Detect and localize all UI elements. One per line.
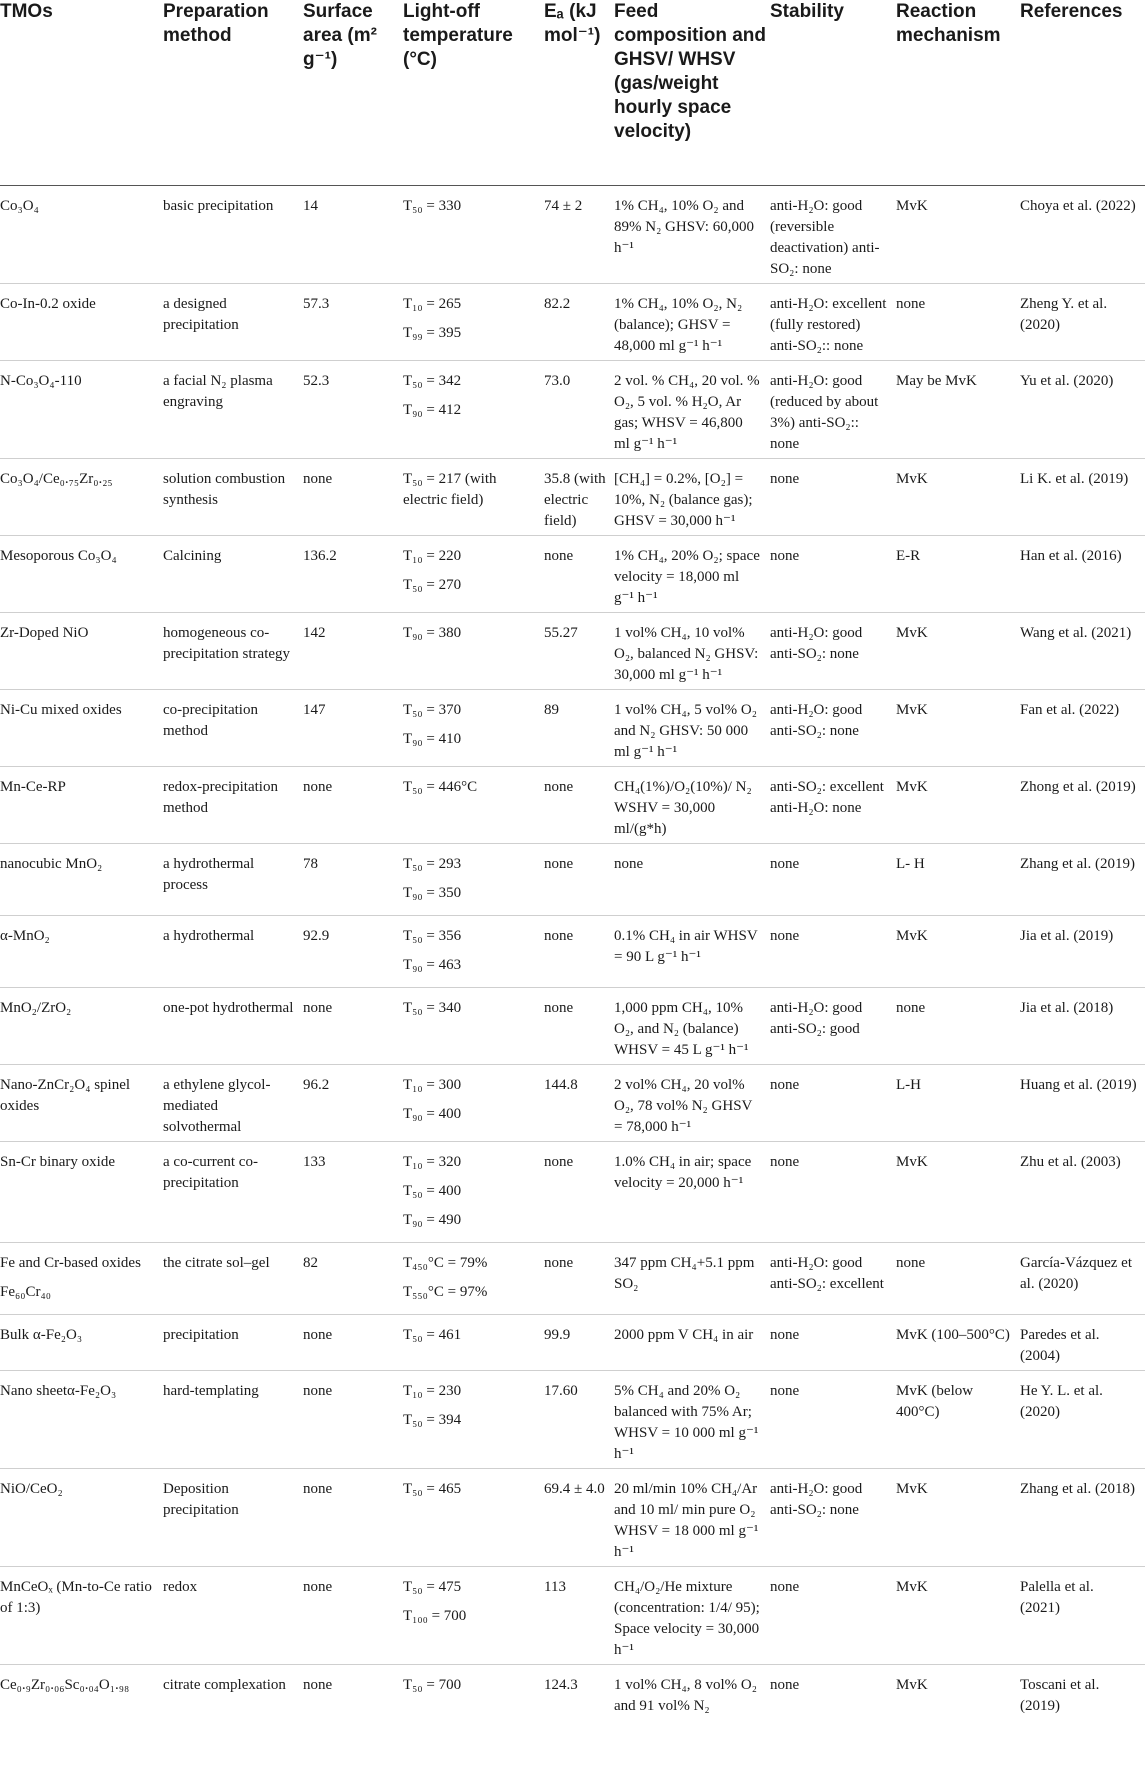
cell-reference: Zhong et al. (2019): [1020, 778, 1136, 795]
cell-reference: Yu et al. (2020): [1020, 372, 1114, 389]
cell-reference: García-Vázquez et al. (2020): [1020, 1254, 1133, 1292]
cell-light-off-temperature: [403, 915, 544, 987]
tmo-name: Sn-Cr binary oxide: [0, 1153, 115, 1170]
light-off-value: T₁₀ = 320: [403, 1153, 462, 1170]
cell-feed-composition: 347 ppm CH₄+5.1 ppm SO₂: [614, 1254, 755, 1292]
cell-reaction-mechanism: MvK: [896, 1676, 928, 1693]
table-row: [0, 843, 1145, 915]
light-off-value: T₉₀ = 412: [403, 401, 462, 418]
cell-surface-area: none: [303, 999, 333, 1016]
light-off-value: T₁₀ = 265: [403, 295, 462, 312]
cell-reaction-mechanism: MvK (100–500°C): [896, 1326, 1010, 1343]
cell-tmo: [0, 1064, 163, 1141]
cell-tmo: [0, 458, 163, 535]
cell-light-off-temperature: [403, 185, 544, 283]
light-off-value: T₁₀ = 230: [403, 1382, 462, 1399]
cell-activation-energy: 89: [544, 701, 559, 718]
tmo-name: Nano-ZnCr₂O₄ spinel oxides: [0, 1076, 131, 1114]
cell-tmo: [0, 987, 163, 1064]
cell-tmo: [0, 612, 163, 689]
light-off-value: T₉₀ = 490: [403, 1211, 462, 1228]
light-off-value: T₅₀ = 330: [403, 197, 462, 214]
table-row: [0, 458, 1145, 535]
cell-tmo: [0, 185, 163, 283]
table-row: [0, 1064, 1145, 1141]
cell-preparation-method: redox: [163, 1578, 198, 1595]
cell-reference: Zhang et al. (2019): [1020, 855, 1135, 872]
cell-feed-composition: 1% CH₄, 10% O₂, N₂ (balance); GHSV = 48,000 ml g⁻¹ h⁻¹: [614, 295, 743, 354]
cell-preparation-method: one-pot hydrothermal: [163, 999, 294, 1016]
cell-surface-area: 14: [303, 197, 318, 214]
cell-surface-area: none: [303, 1326, 333, 1343]
cell-feed-composition: 20 ml/min 10% CH₄/Ar and 10 ml/ min pure O₂ WHSV = 18 000 ml g⁻¹ h⁻¹: [614, 1480, 759, 1560]
cell-surface-area: none: [303, 1480, 333, 1497]
cell-surface-area: 52.3: [303, 372, 330, 389]
cell-light-off-temperature: [403, 1242, 544, 1314]
cell-reference: Han et al. (2016): [1020, 547, 1122, 564]
cell-reaction-mechanism: L- H: [896, 855, 925, 872]
tmo-name: Nano sheetα-Fe₂O₃: [0, 1382, 117, 1399]
table-row: [0, 1314, 1145, 1370]
cell-preparation-method: citrate complexation: [163, 1676, 286, 1693]
cell-feed-composition: CH₄(1%)/O₂(10%)/ N₂ WSHV = 30,000 ml/(g*h): [614, 778, 752, 837]
cell-activation-energy: none: [544, 547, 574, 564]
cell-stability: none: [770, 1578, 800, 1595]
header-preparation-method: Preparation method: [163, 0, 303, 185]
table-row: [0, 1566, 1145, 1664]
cell-preparation-method: the citrate sol–gel: [163, 1254, 270, 1271]
table-row: [0, 283, 1145, 360]
cell-surface-area: 82: [303, 1254, 318, 1271]
cell-reference: Palella et al. (2021): [1020, 1578, 1094, 1616]
cell-reaction-mechanism: MvK: [896, 1153, 928, 1170]
cell-feed-composition: 5% CH₄ and 20% O₂ balanced with 75% Ar; WHSV = 10 000 ml g⁻¹ h⁻¹: [614, 1382, 759, 1462]
cell-tmo: [0, 1370, 163, 1468]
header-feed-composition: Feed composition and GHSV/ WHSV (gas/weight hourly space velocity): [614, 0, 770, 185]
cell-stability: anti-H₂O: good anti-SO₂: none: [770, 701, 863, 739]
cell-activation-energy: none: [544, 855, 574, 872]
cell-feed-composition: 1.0% CH₄ in air; space velocity = 20,000 h⁻¹: [614, 1153, 752, 1191]
cell-surface-area: none: [303, 778, 333, 795]
header-references: References: [1020, 0, 1145, 185]
header-surface-area: Surface area (m² g⁻¹): [303, 0, 403, 185]
header-activation-energy: Eₐ (kJ mol⁻¹): [544, 0, 614, 185]
light-off-value: T₅₀ = 475: [403, 1578, 462, 1595]
table-row: [0, 1664, 1145, 1720]
cell-reaction-mechanism: MvK: [896, 197, 928, 214]
light-off-value: T₉₀ = 350: [403, 884, 462, 901]
light-off-value: T₅₀ = 400: [403, 1182, 462, 1199]
cell-light-off-temperature: [403, 766, 544, 843]
cell-activation-energy: 35.8 (with electric field): [544, 470, 606, 529]
light-off-value: T₅₅₀°C = 97%: [403, 1283, 488, 1300]
cell-stability: none: [770, 1153, 800, 1170]
cell-stability: none: [770, 1382, 800, 1399]
light-off-value: T₁₀₀ = 700: [403, 1607, 467, 1624]
light-off-value: T₉₀ = 410: [403, 730, 462, 747]
cell-preparation-method: hard-templating: [163, 1382, 259, 1399]
cell-stability: anti-H₂O: excellent (fully restored) anti-SO₂:: none: [770, 295, 887, 354]
cell-activation-energy: none: [544, 778, 574, 795]
cell-preparation-method: a hydrothermal: [163, 927, 255, 944]
light-off-value: T₅₀ = 394: [403, 1411, 462, 1428]
table-row: [0, 766, 1145, 843]
cell-light-off-temperature: [403, 689, 544, 766]
cell-stability: none: [770, 470, 800, 487]
cell-light-off-temperature: [403, 1468, 544, 1566]
cell-reference: Paredes et al. (2004): [1020, 1326, 1100, 1364]
cell-reaction-mechanism: L-H: [896, 1076, 921, 1093]
cell-tmo: [0, 360, 163, 458]
cell-tmo: [0, 1566, 163, 1664]
cell-surface-area: 147: [303, 701, 326, 718]
table-row: [0, 535, 1145, 612]
cell-tmo: [0, 535, 163, 612]
header-row: [0, 0, 1145, 185]
tmo-composition: Fe₆₀Cr₄₀: [0, 1283, 51, 1300]
tmo-name: Zr-Doped NiO: [0, 624, 89, 641]
cell-activation-energy: 113: [544, 1578, 566, 1595]
tmo-name: nanocubic MnO₂: [0, 855, 103, 872]
cell-preparation-method: precipitation: [163, 1326, 239, 1343]
table-row: [0, 1141, 1145, 1242]
cell-preparation-method: basic precipitation: [163, 197, 274, 214]
light-off-value: T₅₀ = 446°C: [403, 778, 478, 795]
cell-light-off-temperature: [403, 1141, 544, 1242]
tmo-name: NiO/CeO₂: [0, 1480, 63, 1497]
cell-tmo: [0, 843, 163, 915]
cell-preparation-method: a ethylene glycol-mediated solvothermal: [163, 1076, 271, 1135]
tmo-name: Ni-Cu mixed oxides: [0, 701, 122, 718]
cell-reaction-mechanism: none: [896, 999, 926, 1016]
cell-reference: Huang et al. (2019): [1020, 1076, 1137, 1093]
cell-stability: anti-H₂O: good anti-SO₂: none: [770, 1480, 863, 1518]
cell-preparation-method: Calcining: [163, 547, 222, 564]
tmo-name: Co₃O₄: [0, 197, 39, 214]
cell-feed-composition: 1% CH₄, 10% O₂ and 89% N₂ GHSV: 60,000 h⁻¹: [614, 197, 754, 256]
cell-reference: Fan et al. (2022): [1020, 701, 1120, 718]
cell-feed-composition: 2 vol% CH₄, 20 vol% O₂, 78 vol% N₂ GHSV = 78,000 h⁻¹: [614, 1076, 753, 1135]
cell-tmo: [0, 1242, 163, 1314]
cell-reaction-mechanism: MvK: [896, 1480, 928, 1497]
cell-reference: Li K. et al. (2019): [1020, 470, 1129, 487]
cell-feed-composition: 1,000 ppm CH₄, 10% O₂, and N₂ (balance) WHSV = 45 L g⁻¹ h⁻¹: [614, 999, 749, 1058]
light-off-value: T₁₀ = 300: [403, 1076, 462, 1093]
cell-reference: Zhang et al. (2018): [1020, 1480, 1135, 1497]
cell-light-off-temperature: [403, 458, 544, 535]
table-row: [0, 915, 1145, 987]
light-off-value: T₄₅₀°C = 79%: [403, 1254, 488, 1271]
cell-reaction-mechanism: May be MvK: [896, 372, 977, 389]
cell-light-off-temperature: [403, 612, 544, 689]
cell-preparation-method: redox-precipitation method: [163, 778, 278, 816]
cell-activation-energy: none: [544, 1254, 574, 1271]
cell-preparation-method: Deposition precipitation: [163, 1480, 239, 1518]
cell-light-off-temperature: [403, 1314, 544, 1370]
cell-activation-energy: 82.2: [544, 295, 571, 312]
cell-feed-composition: 1 vol% CH₄, 10 vol% O₂, balanced N₂ GHSV: 30,000 ml g⁻¹ h⁻¹: [614, 624, 759, 683]
cell-feed-composition: [CH₄] = 0.2%, [O₂] = 10%, N₂ (balance gas); GHSV = 30,000 h⁻¹: [614, 470, 753, 529]
cell-feed-composition: 0.1% CH₄ in air WHSV = 90 L g⁻¹ h⁻¹: [614, 927, 758, 965]
header-stability: Stability: [770, 0, 896, 185]
cell-reference: Zheng Y. et al. (2020): [1020, 295, 1108, 333]
light-off-value: T₅₀ = 370: [403, 701, 462, 718]
cell-reference: Jia et al. (2019): [1020, 927, 1114, 944]
cell-surface-area: none: [303, 1578, 333, 1595]
cell-reference: Wang et al. (2021): [1020, 624, 1132, 641]
cell-stability: anti-SO₂: excellent anti-H₂O: none: [770, 778, 884, 816]
cell-reference: Jia et al. (2018): [1020, 999, 1114, 1016]
cell-tmo: [0, 766, 163, 843]
cell-preparation-method: homogeneous co-precipitation strategy: [163, 624, 291, 662]
cell-activation-energy: 73.0: [544, 372, 571, 389]
cell-surface-area: 57.3: [303, 295, 330, 312]
cell-feed-composition: CH₄/O₂/He mixture (concentration: 1/4/ 95); Space velocity = 30,000 h⁻¹: [614, 1578, 760, 1658]
cell-reference: Zhu et al. (2003): [1020, 1153, 1121, 1170]
table-row: [0, 1370, 1145, 1468]
cell-light-off-temperature: [403, 360, 544, 458]
light-off-value: T₁₀ = 220: [403, 547, 462, 564]
light-off-value: T₅₀ = 293: [403, 855, 462, 872]
cell-activation-energy: 55.27: [544, 624, 578, 641]
cell-surface-area: 96.2: [303, 1076, 330, 1093]
cell-preparation-method: solution combustion synthesis: [163, 470, 286, 508]
table-row: [0, 1468, 1145, 1566]
cell-stability: none: [770, 855, 800, 872]
cell-stability: anti-H₂O: good anti-SO₂: none: [770, 624, 863, 662]
cell-stability: none: [770, 1676, 800, 1693]
cell-surface-area: 133: [303, 1153, 326, 1170]
tmo-name: Co₃O₄/Ce₀.₇₅Zr₀.₂₅: [0, 470, 113, 487]
tmo-name: MnO₂/ZrO₂: [0, 999, 72, 1016]
cell-light-off-temperature: [403, 843, 544, 915]
cell-feed-composition: 2 vol. % CH₄, 20 vol. % O₂, 5 vol. % H₂O, Ar gas; WHSV = 46,800 ml g⁻¹ h⁻¹: [614, 372, 760, 452]
tmo-name: N-Co₃O₄-110: [0, 372, 82, 389]
cell-reaction-mechanism: E-R: [896, 547, 921, 564]
cell-reaction-mechanism: MvK (below 400°C): [896, 1382, 974, 1420]
cell-reference: Toscani et al. (2019): [1020, 1676, 1100, 1714]
cell-activation-energy: 74 ± 2: [544, 197, 583, 214]
tmo-name: α-MnO₂: [0, 927, 50, 944]
cell-reaction-mechanism: none: [896, 295, 926, 312]
cell-tmo: [0, 915, 163, 987]
table-row: [0, 689, 1145, 766]
cell-stability: none: [770, 547, 800, 564]
light-off-value: T₅₀ = 340: [403, 999, 462, 1016]
tmo-name: Bulk α-Fe₂O₃: [0, 1326, 83, 1343]
cell-feed-composition: none: [614, 855, 644, 872]
cell-activation-energy: 17.60: [544, 1382, 578, 1399]
cell-tmo: [0, 1468, 163, 1566]
tmo-name: Co-In-0.2 oxide: [0, 295, 96, 312]
cell-tmo: [0, 283, 163, 360]
cell-reaction-mechanism: MvK: [896, 778, 928, 795]
cell-light-off-temperature: [403, 283, 544, 360]
cell-feed-composition: 1 vol% CH₄, 8 vol% O₂ and 91 vol% N₂: [614, 1676, 757, 1714]
cell-light-off-temperature: [403, 987, 544, 1064]
cell-activation-energy: 69.4 ± 4.0: [544, 1480, 605, 1497]
tmo-name: Fe and Cr-based oxides: [0, 1254, 141, 1271]
cell-preparation-method: a designed precipitation: [163, 295, 239, 333]
table-body: [0, 185, 1145, 1720]
light-off-value: T₉₀ = 463: [403, 956, 462, 973]
cell-activation-energy: 124.3: [544, 1676, 578, 1693]
cell-light-off-temperature: [403, 1064, 544, 1141]
table-row: [0, 360, 1145, 458]
cell-light-off-temperature: [403, 535, 544, 612]
cell-tmo: [0, 689, 163, 766]
light-off-value: T₉₀ = 400: [403, 1105, 462, 1122]
cell-surface-area: 142: [303, 624, 326, 641]
cell-reaction-mechanism: MvK: [896, 1578, 928, 1595]
header-tmos: TMOs: [0, 0, 163, 185]
cell-preparation-method: a hydrothermal process: [163, 855, 255, 893]
light-off-value: T₅₀ = 465: [403, 1480, 462, 1497]
cell-reaction-mechanism: MvK: [896, 470, 928, 487]
light-off-value: T₉₉ = 395: [403, 324, 462, 341]
cell-preparation-method: a facial N₂ plasma engraving: [163, 372, 273, 410]
cell-surface-area: 136.2: [303, 547, 337, 564]
cell-tmo: [0, 1314, 163, 1370]
cell-activation-energy: none: [544, 927, 574, 944]
light-off-value: T₅₀ = 356: [403, 927, 462, 944]
cell-surface-area: none: [303, 1382, 333, 1399]
cell-stability: anti-H₂O: good anti-SO₂: excellent: [770, 1254, 884, 1292]
cell-tmo: [0, 1141, 163, 1242]
cell-reaction-mechanism: MvK: [896, 624, 928, 641]
table-row: [0, 185, 1145, 283]
table-row: [0, 1242, 1145, 1314]
cell-reaction-mechanism: MvK: [896, 927, 928, 944]
header-reaction-mechanism: Reaction mechanism: [896, 0, 1020, 185]
cell-activation-energy: 99.9: [544, 1326, 571, 1343]
cell-light-off-temperature: [403, 1566, 544, 1664]
light-off-value: T₅₀ = 461: [403, 1326, 462, 1343]
cell-feed-composition: 2000 ppm V CH₄ in air: [614, 1326, 754, 1343]
cell-stability: none: [770, 927, 800, 944]
light-off-value: T₅₀ = 700: [403, 1676, 462, 1693]
cell-feed-composition: 1 vol% CH₄, 5 vol% O₂ and N₂ GHSV: 50 000 ml g⁻¹ h⁻¹: [614, 701, 757, 760]
light-off-value: T₅₀ = 270: [403, 576, 462, 593]
tmo-name: MnCeOₓ (Mn-to-Ce ratio of 1:3): [0, 1578, 152, 1616]
cell-tmo: [0, 1664, 163, 1720]
light-off-value: T₅₀ = 342: [403, 372, 462, 389]
cell-activation-energy: 144.8: [544, 1076, 578, 1093]
cell-reaction-mechanism: none: [896, 1254, 926, 1271]
cell-reference: Choya et al. (2022): [1020, 197, 1136, 214]
cell-feed-composition: 1% CH₄, 20% O₂; space velocity = 18,000 ml g⁻¹ h⁻¹: [614, 547, 760, 606]
header-light-off-temperature: Light-off temperature (°C): [403, 0, 544, 185]
cell-stability: none: [770, 1326, 800, 1343]
cell-activation-energy: none: [544, 999, 574, 1016]
cell-activation-energy: none: [544, 1153, 574, 1170]
cell-stability: anti-H₂O: good (reversible deactivation) anti-SO₂: none: [770, 197, 880, 277]
cell-surface-area: none: [303, 470, 333, 487]
cell-surface-area: 78: [303, 855, 318, 872]
table-row: [0, 612, 1145, 689]
table-row: [0, 987, 1145, 1064]
tmo-name: Ce₀.₉Zr₀.₀₆Sc₀.₀₄O₁.₉₈: [0, 1676, 130, 1693]
cell-stability: anti-H₂O: good (reduced by about 3%) anti-SO₂:: none: [770, 372, 879, 452]
cell-preparation-method: co-precipitation method: [163, 701, 258, 739]
cell-light-off-temperature: [403, 1664, 544, 1720]
cell-surface-area: none: [303, 1676, 333, 1693]
light-off-value: T₉₀ = 380: [403, 624, 462, 641]
cell-reference: He Y. L. et al. (2020): [1020, 1382, 1103, 1420]
light-off-value: T₅₀ = 217 (with electric field): [403, 470, 497, 508]
cell-light-off-temperature: [403, 1370, 544, 1468]
cell-reaction-mechanism: MvK: [896, 701, 928, 718]
cell-surface-area: 92.9: [303, 927, 330, 944]
cell-preparation-method: a co-current co-precipitation: [163, 1153, 258, 1191]
cell-stability: anti-H₂O: good anti-SO₂: good: [770, 999, 863, 1037]
tmo-name: Mesoporous Co₃O₄: [0, 547, 117, 564]
cell-stability: none: [770, 1076, 800, 1093]
tmo-name: Mn-Ce-RP: [0, 778, 66, 795]
